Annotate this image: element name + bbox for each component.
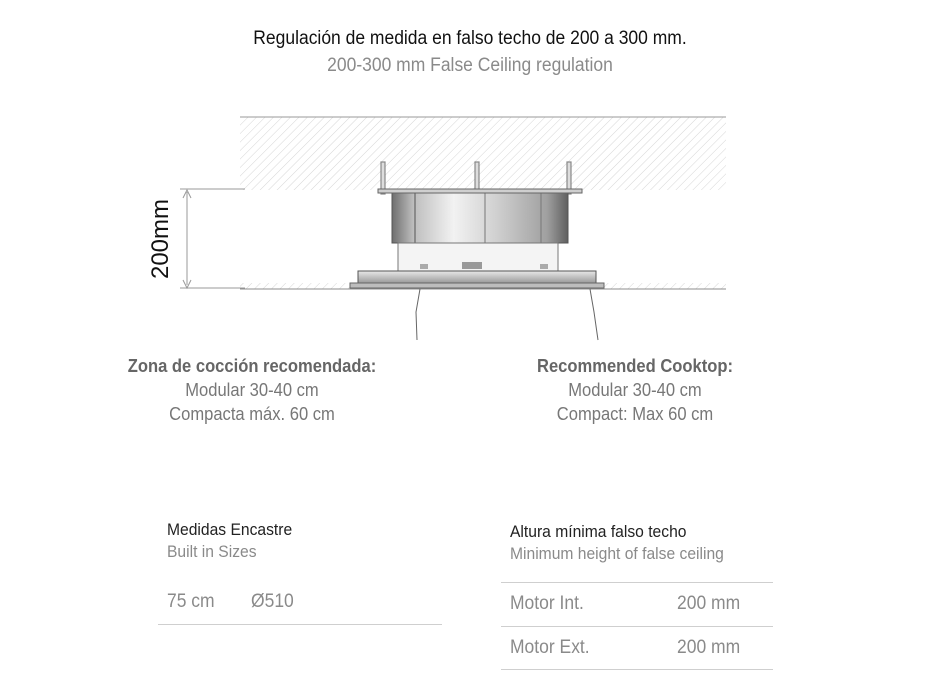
cooktop-en-line1: Modular 30-40 cm — [568, 380, 702, 400]
hood-motor-drum — [378, 189, 582, 243]
built-in-sizes-title: Medidas Encastre — [167, 520, 293, 539]
min-height-divider-top — [501, 582, 773, 583]
min-height-divider-mid — [501, 626, 773, 627]
built-in-sizes-header — [167, 519, 292, 563]
cooktop-en-heading: Recommended Cooktop: — [537, 356, 733, 376]
hood-cables — [416, 289, 598, 340]
cooktop-es-line1: Modular 30-40 cm — [185, 380, 319, 400]
cooktop-es-line2: Compacta máx. 60 cm — [169, 404, 335, 424]
built-in-width: 75 cm — [167, 591, 215, 612]
min-height-header — [510, 521, 724, 565]
cooktop-es-heading: Zona de cocción recomendada: — [127, 356, 377, 376]
cooktop-en-line2: Compact: Max 60 cm — [556, 404, 714, 424]
height-dimension-label: 200mm — [147, 198, 174, 280]
ceiling-slab — [240, 117, 726, 190]
min-height-row-value: 200 mm — [677, 593, 741, 614]
min-height-row-value: 200 mm — [677, 637, 741, 658]
height-dimension — [180, 189, 245, 288]
built-in-sizes-divider — [158, 624, 442, 625]
min-height-row-label: Motor Int. — [510, 593, 584, 614]
min-height-divider-bottom — [501, 669, 773, 670]
cooktop-spanish — [114, 354, 390, 426]
page-subtitle: 200-300 mm False Ceiling regulation — [327, 55, 613, 76]
min-height-title: Altura mínima falso techo — [510, 522, 687, 541]
built-in-sizes-subtitle: Built in Sizes — [167, 542, 257, 561]
min-height-row-label: Motor Ext. — [510, 637, 590, 658]
cooktop-english — [497, 354, 773, 426]
min-height-subtitle: Minimum height of false ceiling — [510, 544, 724, 563]
built-in-diameter: Ø510 — [251, 591, 294, 612]
page-title: Regulación de medida en falso techo de 200 a 300 mm. — [253, 28, 687, 49]
hood-trim-plate — [350, 271, 604, 288]
hood-lower-housing — [398, 243, 558, 271]
